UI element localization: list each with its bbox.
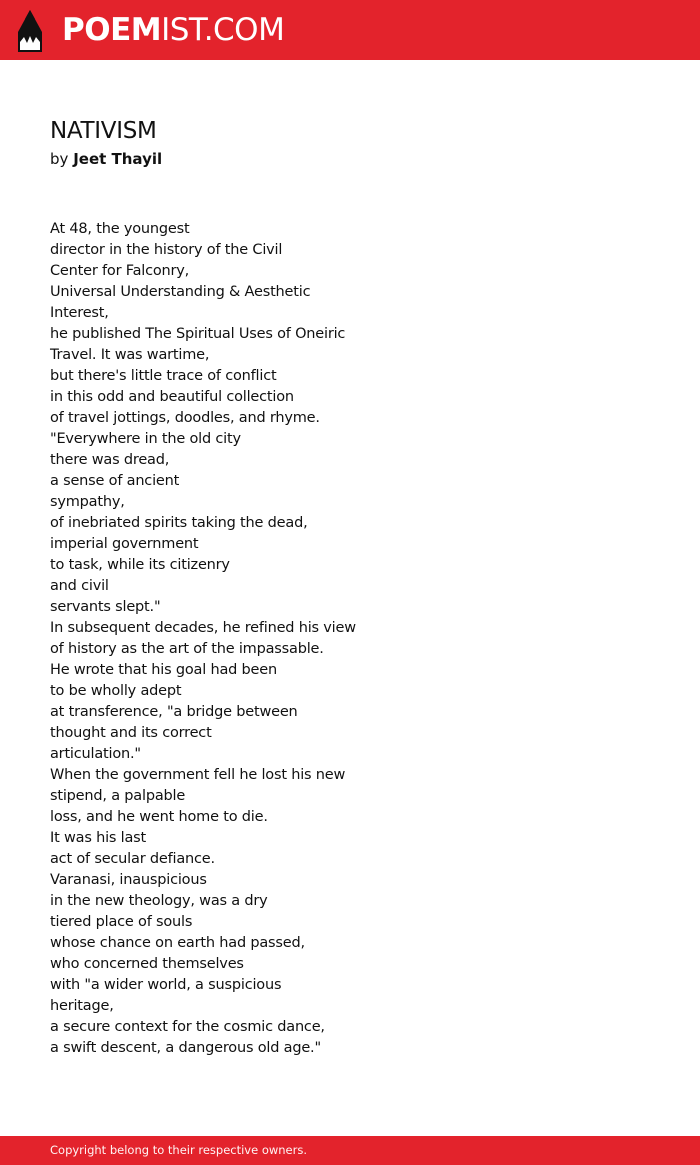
poem-line: articulation." [50,746,141,762]
poem-line: a swift descent, a dangerous old age." [50,1040,321,1056]
poem-line: to task, while its citizenry [50,557,230,573]
poem-line: stipend, a palpable [50,788,186,804]
site-logo[interactable] [62,12,284,48]
poem-line: a secure context for the cosmic dance, [50,1019,325,1035]
poem-line: and civil [50,578,109,594]
poem-line: "Everywhere in the old city [50,431,241,447]
poem-line: Varanasi, inauspicious [50,872,207,888]
by-label: by [50,150,69,168]
poem-line: to be wholly adept [50,683,182,699]
poem-line: sympathy, [50,494,125,510]
poem-title: NATIVISM [50,118,157,144]
brand-bold-text: POEM [62,12,162,48]
poem-line: in this odd and beautiful collection [50,389,294,405]
poem-line: of travel jottings, doodles, and rhyme. [50,410,320,426]
poem-line: director in the history of the Civil [50,242,283,258]
poem-line: He wrote that his goal had been [50,662,277,678]
pencil-icon [18,10,42,52]
poem-line: in the new theology, was a dry [50,893,268,909]
footer-bar [0,1136,700,1165]
poem-line: there was dread, [50,452,170,468]
header-bar [0,0,700,60]
author-name: Jeet Thayil [73,150,163,168]
poem-line: loss, and he went home to die. [50,809,268,825]
poem-line: thought and its correct [50,725,212,741]
poem-line: with "a wider world, a suspicious [50,977,282,993]
poem-line: heritage, [50,998,114,1014]
poem-line: tiered place of souls [50,914,193,930]
poem-body [50,219,356,1059]
poem-line: he published The Spiritual Uses of Oneiric [50,326,346,342]
poem-line: Center for Falconry, [50,263,190,279]
poem-line: servants slept." [50,599,161,615]
byline [50,148,162,170]
poem-line: imperial government [50,536,199,552]
poem-line: Interest, [50,305,109,321]
poem-line: At 48, the youngest [50,221,190,237]
poem-line: of inebriated spirits taking the dead, [50,515,308,531]
poem-line: Universal Understanding & Aesthetic [50,284,311,300]
poem-line: act of secular defiance. [50,851,215,867]
poem-line: a sense of ancient [50,473,180,489]
brand-light-text: IST.COM [161,12,285,48]
poem-line: It was his last [50,830,147,846]
poem-line: When the government fell he lost his new [50,767,346,783]
poem-line: In subsequent decades, he refined his view [50,620,356,636]
poem-line: at transference, "a bridge between [50,704,298,720]
poem-line: who concerned themselves [50,956,244,972]
poem-line: but there's little trace of conflict [50,368,277,384]
copyright-notice: Copyright belong to their respective owners. [50,1143,308,1157]
poem-line: of history as the art of the impassable. [50,641,324,657]
poem-line: Travel. It was wartime, [50,347,210,363]
poem-line: whose chance on earth had passed, [50,935,305,951]
